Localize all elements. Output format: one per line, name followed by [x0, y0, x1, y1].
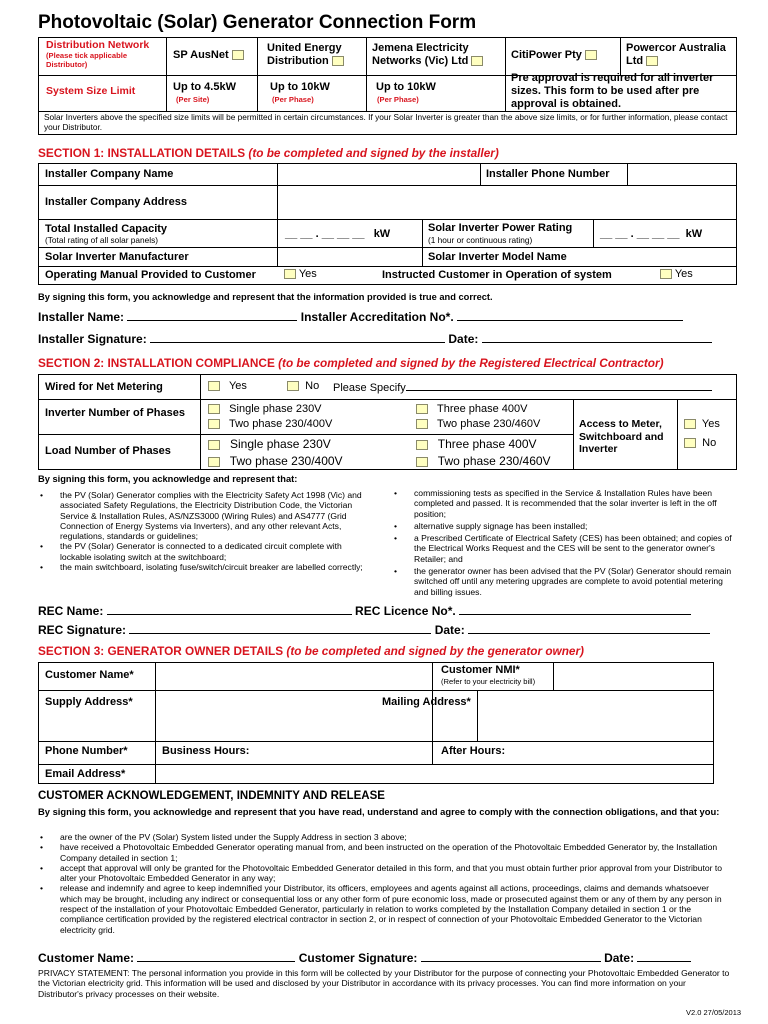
access-yes-option[interactable] — [684, 415, 720, 434]
net-no-checkbox[interactable] — [287, 381, 299, 391]
section2-heading — [38, 356, 664, 370]
installer-signature-field[interactable] — [150, 333, 445, 343]
installer-company-label: Installer Company Name — [45, 168, 174, 180]
customer-name-sign-field[interactable] — [137, 952, 295, 962]
instructed-yes-label: Yes — [674, 268, 693, 280]
access-yes-label: Yes — [701, 418, 720, 430]
inv-two460-checkbox[interactable] — [416, 419, 428, 429]
installer-company-field[interactable] — [278, 164, 479, 184]
compliance-list-right — [392, 488, 737, 597]
rec-name-field[interactable] — [107, 605, 352, 615]
capacity-blank: __ __ . __ __ __ — [285, 228, 365, 240]
ack-text-2: accept that approval will only be granted for the Photovoltaic Embedded Generator detailed in this form, and that you must obtain further prior approval from your Distributor to alter your Photovoltaic Embedded Generator in any way; — [60, 862, 723, 884]
spausnet-option[interactable] — [173, 49, 244, 61]
inv-two-label: Two phase 230/400V — [228, 418, 333, 430]
section1-heading — [38, 146, 499, 160]
customer-sign-row — [38, 951, 691, 965]
inverter-rating-field[interactable] — [600, 228, 702, 240]
jemena-label: Jemena Electricity Networks (Vic) Ltd — [372, 42, 469, 67]
instructed-label: Instructed Customer in Operation of system — [382, 269, 612, 281]
citipower-checkbox[interactable] — [585, 50, 597, 60]
specify-label: Please Specify — [333, 382, 406, 394]
installer-signature-row — [38, 332, 712, 346]
capacity-unit: kW — [373, 228, 391, 240]
load-three-label: Three phase 400V — [437, 437, 537, 451]
inverter-phase-options-left — [208, 402, 332, 432]
inverter-phase-options-right — [416, 402, 540, 432]
powercor-label: Powercor Australia Ltd — [626, 42, 726, 67]
rating-unit: kW — [685, 228, 703, 240]
section2-title: SECTION 2: INSTALLATION COMPLIANCE — [38, 356, 275, 370]
customer-date-field[interactable] — [637, 952, 691, 962]
ack-item — [38, 883, 728, 934]
size-limit-3-note: (Per Phase) — [377, 95, 419, 104]
total-capacity-note: (Total rating of all solar panels) — [45, 235, 158, 245]
installer-name-field[interactable] — [127, 311, 297, 321]
load-phase-options-right — [416, 436, 551, 470]
section2-subtitle: (to be completed and signed by the Registered Electrical Contractor) — [278, 356, 664, 370]
size-limit-1-note: (Per Site) — [176, 95, 210, 104]
compliance-item — [392, 533, 737, 564]
access-no-checkbox[interactable] — [684, 438, 696, 448]
installer-date-label: Date: — [448, 332, 479, 346]
section1-subtitle: (to be completed and signed by the installer) — [248, 146, 499, 160]
section1-title: SECTION 1: INSTALLATION DETAILS — [38, 146, 246, 160]
united-energy-checkbox[interactable] — [332, 56, 344, 66]
load-two460-label: Two phase 230/460V — [437, 454, 551, 468]
installer-signature-label: Installer Signature: — [38, 332, 147, 346]
powercor-option[interactable] — [626, 42, 734, 68]
compliance-list-left — [38, 490, 368, 572]
section1-ack: By signing this form, you acknowledge and represent that the information provided is true and correct. — [38, 292, 493, 302]
distribution-note: (Please tick applicable Distributor) — [46, 51, 128, 69]
size-limit-2-note: (Per Phase) — [272, 95, 314, 104]
manual-yes-label: Yes — [298, 268, 317, 280]
phone-number-label: Phone Number* — [45, 745, 128, 757]
inv-three-label: Three phase 400V — [436, 403, 528, 415]
total-capacity-field[interactable] — [285, 228, 390, 240]
privacy-statement: PRIVACY STATEMENT: The personal information you provide in this form will be collected by your Distributor for the purpose of connecting your Photovoltaic Embedded Generator to the Victorian electricity grid. This information will be used and disclosed by your Distributor in accordance with its privacy processes. You can find more information on your Distributor's privacy processes on their website. — [38, 968, 730, 999]
spausnet-checkbox[interactable] — [232, 50, 244, 60]
citipower-option[interactable] — [511, 49, 597, 61]
powercor-checkbox[interactable] — [646, 56, 658, 66]
ack-text-3: release and indemnify and agree to keep indemnified your Distributor, its officers, employees and agents against all actions, proceedings, claims and demands whatsoever which may be brought, including any indirect or consequential loss or any other form of pure economic loss, made or prosecuted against them or any of them by any person in respect of the installation of your Photovoltaic Embedded Generator, particularly in relation to works completed by the Installation Company detailed in section 1 or the compliance certification provided by the registered electrical contractor in section 2, or in respect of connection of your Photovoltaic Embedded Generator to the Victorian electricity grid. — [60, 883, 722, 935]
inv-two-checkbox[interactable] — [208, 419, 220, 429]
preapproval-note: Pre approval is required for all inverter sizes. This form to be used after pre approval is obtained. — [511, 72, 714, 110]
jemena-option[interactable] — [372, 42, 502, 68]
load-two-checkbox[interactable] — [208, 457, 220, 467]
net-yes-option[interactable] — [208, 380, 247, 392]
ack-item — [38, 832, 728, 842]
access-options — [684, 415, 720, 453]
compliance-text-3: commissioning tests as specified in the Service & Installation Rules have been completed and passed. It is recommended that the solar inverter is left in the off position; — [414, 488, 717, 519]
accreditation-label: Installer Accreditation No*. — [300, 310, 454, 324]
installer-address-label: Installer Company Address — [45, 196, 188, 208]
rec-date-label: Date: — [434, 623, 465, 637]
ack-text-1: have received a Photovoltaic Embedded Generator operating manual from, and been instructed on the operation of the Photovoltaic Embedded Generator by, the Installation Company detailed in section 1; — [60, 842, 718, 863]
customer-signature-field[interactable] — [421, 952, 601, 962]
size-limit-note: Solar Inverters above the specified size limits will be permitted in certain circumstances. If your Solar Inverter is greater than the above size limits, or for further information, please contact your Distributor. — [44, 112, 728, 132]
page-title: Photovoltaic (Solar) Generator Connection Form — [38, 12, 477, 33]
business-hours-label[interactable]: Business Hours: — [162, 745, 250, 757]
inverter-rating-note: (1 hour or continuous rating) — [428, 235, 533, 245]
total-capacity-label: Total Installed Capacity — [45, 223, 168, 235]
specify-field[interactable] — [406, 381, 712, 391]
installer-name-label: Installer Name: — [38, 310, 125, 324]
mailing-address-field[interactable] — [478, 691, 713, 740]
net-yes-checkbox[interactable] — [208, 381, 220, 391]
rec-signature-label: REC Signature: — [38, 623, 127, 637]
specify-row — [333, 381, 712, 394]
compliance-text-4: alternative supply signage has been installed; — [414, 520, 588, 531]
size-limit-3: Up to 10kW — [376, 81, 436, 93]
customer-name-field[interactable] — [156, 663, 431, 689]
supply-address-label: Supply Address* — [45, 696, 133, 708]
inv-three-checkbox[interactable] — [416, 404, 428, 414]
inv-two460-label: Two phase 230/460V — [436, 418, 541, 430]
customer-nmi-note: (Refer to your electricity bill) — [441, 677, 536, 686]
manual-yes-option[interactable] — [284, 268, 317, 280]
customer-name-sign-label: Customer Name: — [38, 951, 135, 965]
section3-title: SECTION 3: GENERATOR OWNER DETAILS — [38, 644, 284, 658]
rec-name-label: REC Name: — [38, 604, 104, 618]
inverter-phases-label: Inverter Number of Phases — [45, 407, 185, 419]
rec-signature-field[interactable] — [129, 624, 431, 634]
inv-single-checkbox[interactable] — [208, 404, 220, 414]
customer-nmi-label: Customer NMI* — [441, 664, 520, 676]
load-phases-label: Load Number of Phases — [45, 445, 171, 457]
section3-heading — [38, 644, 584, 658]
customer-ack-list — [38, 832, 728, 935]
compliance-text-0: the PV (Solar) Generator complies with the Electricity Safety Act 1998 (Vic) and associated Safety Regulations, the Electricity Distribution Code, the Victorian Service & Installation Rules, AS/NZS3000 (Wiring Rules) and AS4777 (Grid Connection of Energy Systems via Inverters), and any other relevant Acts, regulations, standards or guidelines; — [60, 490, 362, 542]
system-size-label: System Size Limit — [46, 85, 136, 97]
email-address-label: Email Address* — [45, 768, 126, 780]
customer-date-label: Date: — [604, 951, 635, 965]
inverter-rating-label: Solar Inverter Power Rating — [428, 222, 573, 234]
load-two-option[interactable] — [208, 453, 343, 470]
rec-signature-row — [38, 623, 710, 637]
inv-three-option[interactable] — [416, 402, 540, 417]
united-energy-option[interactable] — [267, 42, 357, 68]
installer-name-row — [38, 310, 683, 324]
accreditation-field[interactable] — [457, 311, 683, 321]
compliance-text-2: the main switchboard, isolating fuse/switch/circuit breaker are labelled correctly; — [60, 562, 363, 573]
net-metering-label: Wired for Net Metering — [45, 381, 163, 393]
load-three-checkbox[interactable] — [416, 440, 428, 450]
load-single-label: Single phase 230V — [230, 437, 331, 451]
inv-single-label: Single phase 230V — [229, 403, 322, 415]
load-two460-option[interactable] — [416, 453, 551, 470]
access-no-label: No — [702, 437, 717, 449]
mailing-address-label: Mailing Address* — [382, 696, 471, 708]
manual-yes-checkbox[interactable] — [284, 269, 296, 279]
inverter-manufacturer-label: Solar Inverter Manufacturer — [45, 251, 189, 263]
size-limit-2: Up to 10kW — [270, 81, 330, 93]
customer-signature-label: Customer Signature: — [298, 951, 418, 965]
customer-nmi-field[interactable] — [554, 663, 713, 689]
compliance-item — [38, 541, 368, 562]
rec-name-row — [38, 604, 691, 618]
email-address-field[interactable] — [156, 765, 713, 783]
compliance-item — [392, 521, 737, 531]
rec-licence-label: REC Licence No*. — [355, 604, 456, 618]
installer-phone-label: Installer Phone Number — [486, 168, 610, 180]
customer-ack-intro: By signing this form, you acknowledge and represent that you have read, understand and agree to comply with the connection obligations, and that you: — [38, 806, 720, 817]
rec-licence-field[interactable] — [459, 605, 691, 615]
net-no-label: No — [305, 380, 320, 392]
ack-text-0: are the owner of the PV (Solar) System listed under the Supply Address in section 3 above; — [60, 832, 407, 842]
installer-date-field[interactable] — [482, 333, 712, 343]
load-three-option[interactable] — [416, 436, 551, 453]
distribution-network-label: Distribution Network — [46, 39, 150, 51]
load-two460-checkbox[interactable] — [416, 457, 428, 467]
spausnet-label: SP AusNet — [173, 49, 229, 61]
jemena-checkbox[interactable] — [471, 56, 483, 66]
load-two-label: Two phase 230/400V — [229, 454, 343, 468]
access-yes-checkbox[interactable] — [684, 419, 696, 429]
operating-manual-label: Operating Manual Provided to Customer — [45, 269, 256, 281]
section2-ack: By signing this form, you acknowledge and represent that: — [38, 474, 298, 484]
inv-two460-option[interactable] — [416, 417, 540, 432]
load-phase-options-left — [208, 436, 343, 470]
compliance-item — [392, 488, 737, 519]
net-no-option[interactable] — [287, 380, 319, 392]
access-no-option[interactable] — [684, 434, 720, 453]
compliance-item — [38, 562, 368, 572]
ack-item — [38, 842, 728, 863]
inverter-model-label: Solar Inverter Model Name — [428, 251, 567, 263]
installer-address-field[interactable] — [278, 186, 736, 218]
rec-date-field[interactable] — [468, 624, 710, 634]
access-label: Access to Meter, Switchboard and Inverter — [579, 418, 664, 455]
inverter-manufacturer-field[interactable] — [278, 248, 421, 265]
compliance-item — [38, 490, 368, 541]
compliance-text-5: a Prescribed Certificate of Electrical Safety (CES) has been obtained; and copies of the Electrical Works Request and the CES will be sent to the generator owner's Retailer; and — [414, 533, 732, 564]
customer-ack-title: CUSTOMER ACKNOWLEDGEMENT, INDEMNITY AND RELEASE — [38, 790, 385, 802]
inv-two-option[interactable] — [208, 417, 332, 432]
section3-subtitle: (to be completed and signed by the generator owner) — [286, 644, 584, 658]
instructed-yes-option[interactable] — [660, 268, 693, 280]
after-hours-label[interactable]: After Hours: — [441, 745, 506, 757]
ack-item — [38, 863, 728, 884]
size-limit-1: Up to 4.5kW — [173, 81, 236, 93]
inverter-model-field[interactable] — [594, 248, 736, 265]
united-energy-label: United Energy Distribution — [267, 42, 342, 67]
net-yes-label: Yes — [228, 380, 247, 392]
instructed-yes-checkbox[interactable] — [660, 269, 672, 279]
compliance-text-6: the generator owner has been advised that the PV (Solar) Generator should remain switched off until any metering upgrades are complete to avoid potential metering and billing issues. — [414, 566, 732, 597]
load-single-option[interactable] — [208, 436, 343, 453]
citipower-label: CitiPower Pty — [511, 49, 582, 61]
version-label: V2.0 27/05/2013 — [686, 1008, 742, 1017]
inv-single-option[interactable] — [208, 402, 332, 417]
customer-name-label: Customer Name* — [45, 669, 134, 681]
rating-blank: __ __ . __ __ __ — [600, 228, 680, 240]
compliance-item — [392, 566, 737, 597]
installer-phone-field[interactable] — [628, 164, 736, 184]
compliance-text-1: the PV (Solar) Generator is connected to a dedicated circuit complete with lockable isolating switch at the switchboard; — [60, 541, 342, 562]
load-single-checkbox[interactable] — [208, 440, 220, 450]
